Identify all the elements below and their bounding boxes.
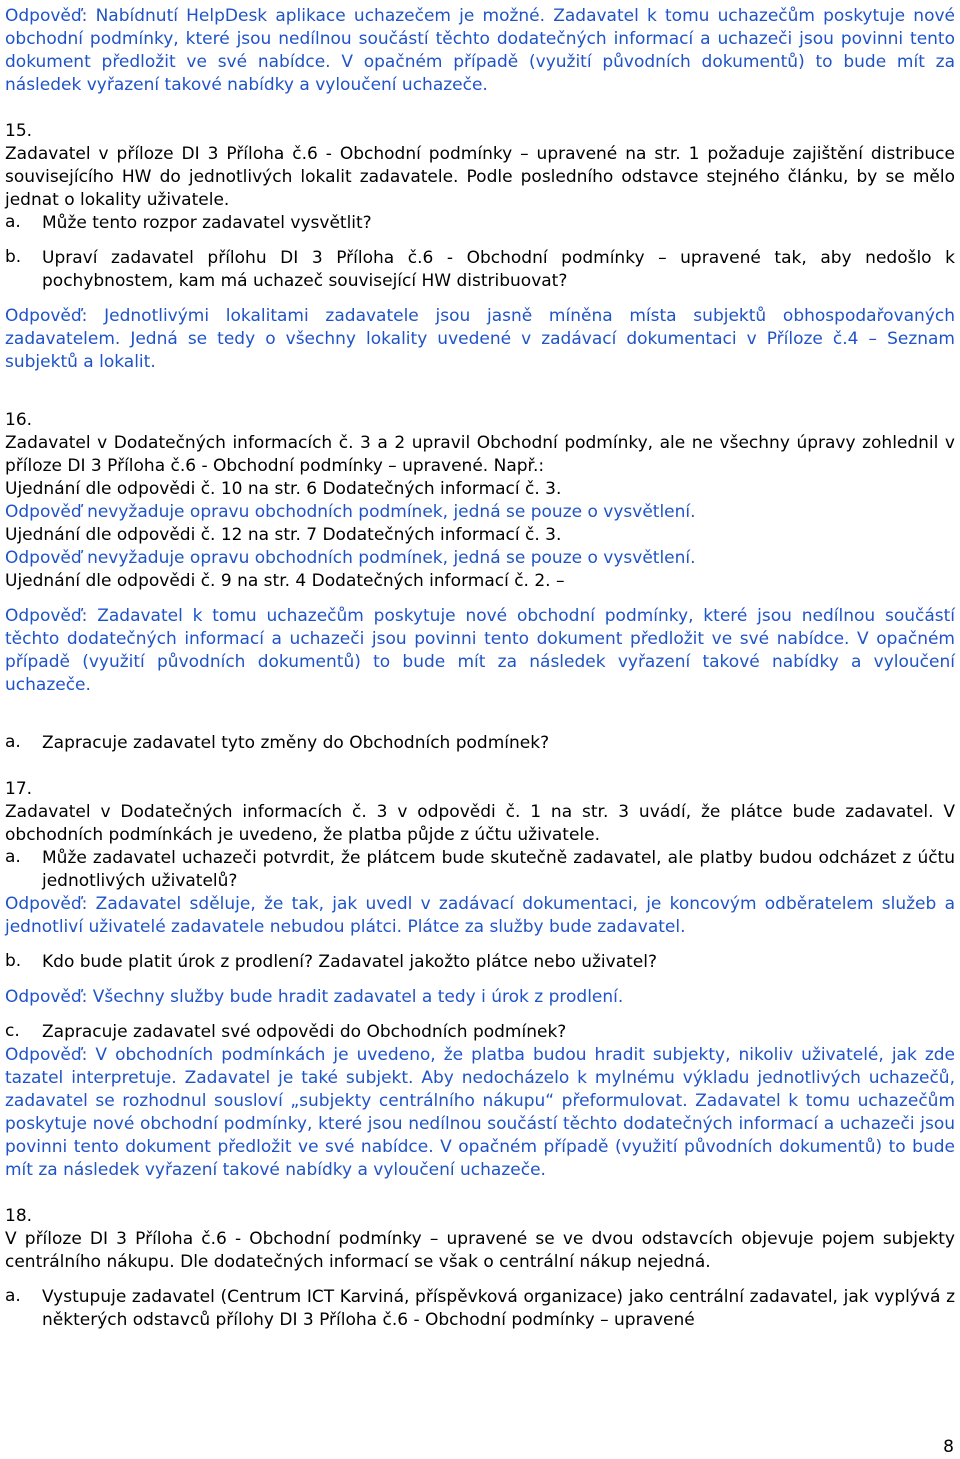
subquestion-label: a.: [5, 847, 21, 867]
subquestion: [5, 732, 955, 755]
answer-paragraph: Odpověď: Zadavatel k tomu uchazečům poskytuje nové obchodní podmínky, které jsou nedílnou součástí těchto dodatečných informací a uchazeči jsou povinni tento dokument předložit ve své nabídce. V opačném případě (využití původních dokumentů) to bude mít za následek vyřazení takové nabídky a vyloučení uchazeče.: [5, 606, 955, 695]
question-number: 16.: [5, 410, 33, 430]
subquestion: [5, 1021, 955, 1044]
question-number: 18.: [5, 1206, 33, 1226]
reference-line: Ujednání dle odpovědi č. 9 na str. 4 Dodatečných informací č. 2. –: [5, 571, 565, 591]
subquestion-label: b.: [5, 951, 22, 971]
subquestion-text: Kdo bude platit úrok z prodlení? Zadavatel jakožto plátce nebo uživatel?: [42, 952, 658, 972]
subquestion-text: Zapracuje zadavatel tyto změny do Obchodních podmínek?: [42, 733, 550, 753]
answer-paragraph: Odpověď: Všechny služby bude hradit zadavatel a tedy i úrok z prodlení.: [5, 987, 624, 1007]
subquestion-label: a.: [5, 732, 21, 752]
answer-paragraph: Odpověď: Zadavatel sděluje, že tak, jak uvedl v zadávací dokumentaci, je koncovým odběratelem služeb a jednotliví uživatelé zadavatele nebudou plátci. Plátce za služby bude zadavatel.: [5, 894, 955, 937]
subquestion: [5, 212, 955, 235]
reference-line: Ujednání dle odpovědi č. 10 na str. 6 Dodatečných informací č. 3.: [5, 479, 562, 499]
subquestion: [5, 951, 955, 974]
subquestion-label: a.: [5, 1286, 21, 1306]
answer-paragraph: Odpověď: V obchodních podmínkách je uvedeno, že platba budou hradit subjekty, nikoliv uživatelé, jak zde tazatel interpretuje. Zadavatel je také subjekt. Aby nedocházelo k mylnému výkladu jednotlivých uchazečů, zadavatel se rozhodnul sousloví „subjekty centrálního nákupu“ přeformulovat. Zadavatel k tomu uchazečům poskytuje nové obchodní podmínky, které jsou nedílnou součástí těchto dodatečných informací a uchazeči jsou povinni tento dokument předložit ve své nabídce. V opačném případě (využití původních dokumentů) to bude mít za následek vyřazení takové nabídky a vyloučení uchazeče.: [5, 1045, 955, 1180]
question-paragraph: Zadavatel v příloze DI 3 Příloha č.6 - Obchodní podmínky – upravené na str. 1 požaduje zajištění distribuce souvisejícího HW do jednotlivých lokalit zadavatele. Podle posledního odstavce stejného článku, by se mělo jednat o lokality uživatele.: [5, 144, 955, 210]
answer-note: Odpověď nevyžaduje opravu obchodních podmínek, jedná se pouze o vysvětlení.: [5, 502, 696, 522]
answer-note: Odpověď nevyžaduje opravu obchodních podmínek, jedná se pouze o vysvětlení.: [5, 548, 696, 568]
answer-paragraph: Odpověď: Jednotlivými lokalitami zadavatele jsou jasně míněna místa subjektů obhospodařovaných zadavatelem. Jedná se tedy o všechny lokality uvedené v zadávací dokumentaci v Příloze č.4 – Seznam subjektů a lokalit.: [5, 306, 955, 372]
question-paragraph: Zadavatel v Dodatečných informacích č. 3 a 2 upravil Obchodní podmínky, ale ne všechny úpravy zohlednil v příloze DI 3 Příloha č.6 - Obchodní podmínky – upravené. Např.:: [5, 433, 955, 476]
answer-paragraph: Odpověď: Nabídnutí HelpDesk aplikace uchazečem je možné. Zadavatel k tomu uchazečům poskytuje nové obchodní podmínky, které jsou nedílnou součástí těchto dodatečných informací a uchazeči jsou povinni tento dokument předložit ve své nabídce. V opačném případě (využití původních dokumentů) to bude mít za následek vyřazení takové nabídky a vyloučení uchazeče.: [5, 6, 955, 95]
page-number: 8: [943, 1437, 954, 1457]
question-number: 17.: [5, 779, 33, 799]
subquestion-text: Může tento rozpor zadavatel vysvětlit?: [42, 213, 372, 233]
reference-line: Ujednání dle odpovědi č. 12 na str. 7 Dodatečných informací č. 3.: [5, 525, 562, 545]
question-paragraph: V příloze DI 3 Příloha č.6 - Obchodní podmínky – upravené se ve dvou odstavcích objevuje pojem subjekty centrálního nákupu. Dle dodatečných informací se však o centrální nákup nejedná.: [5, 1229, 955, 1272]
subquestion-label: c.: [5, 1021, 20, 1041]
subquestion-label: b.: [5, 247, 22, 267]
question-paragraph: Zadavatel v Dodatečných informacích č. 3 v odpovědi č. 1 na str. 3 uvádí, že plátce bude zadavatel. V obchodních podmínkách je uvedeno, že platba půjde z účtu uživatele.: [5, 802, 955, 845]
subquestion-label: a.: [5, 212, 21, 232]
subquestion-text: Vystupuje zadavatel (Centrum ICT Karviná, příspěvková organizace) jako centrální zadavatel, jak vyplývá z některých odstavců přílohy DI 3 Příloha č.6 - Obchodní podmínky – upravené: [42, 1287, 955, 1330]
subquestion-text: Zapracuje zadavatel své odpovědi do Obchodních podmínek?: [42, 1022, 567, 1042]
subquestion: [5, 247, 955, 293]
question-number: 15.: [5, 121, 33, 141]
subquestion-text: Upraví zadavatel přílohu DI 3 Příloha č.6 - Obchodní podmínky – upravené tak, aby nedošlo k pochybnostem, kam má uchazeč související HW distribuovat?: [42, 248, 955, 291]
document-page: [5, 5, 955, 1332]
subquestion: [5, 847, 955, 893]
subquestion: [5, 1286, 955, 1332]
subquestion-text: Může zadavatel uchazeči potvrdit, že plátcem bude skutečně zadavatel, ale platby budou odcházet z účtu jednotlivých uživatelů?: [42, 848, 955, 891]
